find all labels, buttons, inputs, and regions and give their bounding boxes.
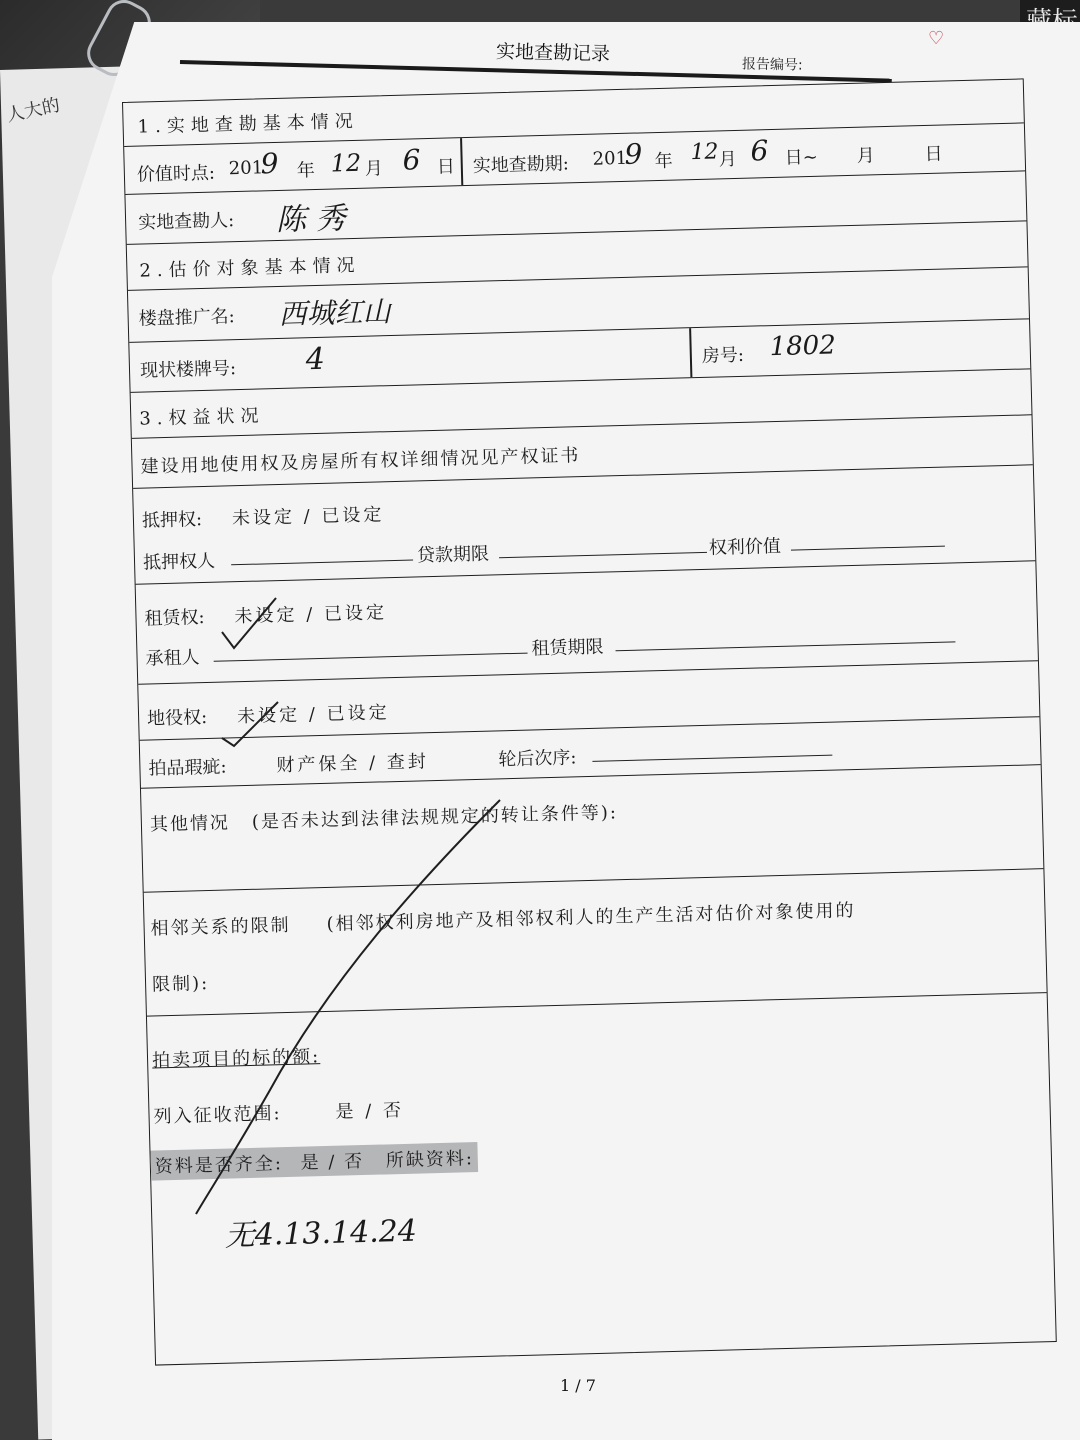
other-note: (是否未达到法律法规规定的转让条件等): [251, 802, 619, 833]
missing-docs-label: 所缺资料: [385, 1148, 475, 1172]
report-number-label: 报告编号: [741, 56, 803, 74]
right-value-label: 权利价值 [708, 535, 782, 559]
servitude-options: 未设定 / 已设定 [236, 702, 390, 728]
value-date-year-handwritten: 9 [260, 146, 279, 181]
value-date-month-char: 月 [364, 158, 384, 180]
estate-name-label: 楼盘推广名: [138, 306, 236, 330]
document-title: 实地查勘记录 [495, 40, 611, 66]
lessee-blank [213, 635, 527, 662]
survey-period-label: 实地查勘期: [472, 153, 570, 177]
loan-term-label: 贷款期限 [416, 543, 490, 567]
page-number: 1 / 7 [560, 1376, 596, 1395]
auction-row [147, 993, 1056, 1364]
value-date-year-prefix: 201 [228, 157, 264, 180]
estate-name-handwritten: 西城红山 [278, 295, 392, 331]
lease-term-blank [615, 623, 955, 651]
right-value-blank [790, 528, 944, 551]
survey-day-tilde: 日~ [784, 146, 819, 169]
lease-term-label: 租赁期限 [531, 636, 604, 660]
expropriation-options: 是 / 否 [335, 1099, 405, 1123]
auction-amount-label: 拍卖项目的标的额: [151, 1046, 321, 1072]
survey-end-month: 月 [856, 145, 875, 167]
section3-title: 3.权益状况 [139, 405, 265, 430]
value-date-month-handwritten: 12 [330, 148, 362, 178]
defect-label: 拍品瑕疵: [148, 756, 227, 780]
lessee-label: 承租人 [145, 647, 200, 670]
mortgage-label: 抵押权: [141, 509, 203, 532]
servitude-label: 地役权: [146, 706, 208, 730]
handwritten-note: 无4.13.14.24 [224, 1213, 418, 1254]
value-date-day-char: 日 [436, 156, 456, 178]
room-no-label: 房号: [701, 344, 745, 367]
building-no-label: 现状楼牌号: [139, 358, 237, 382]
neighbor-note-continued: 限制): [151, 973, 210, 996]
mortgagee-label: 抵押权人 [142, 550, 216, 574]
seizure-order-blank [592, 737, 832, 762]
defect-options: 财产保全 / 查封 [276, 751, 430, 777]
value-date-label: 价值时点: [136, 162, 216, 186]
value-date-day-handwritten: 6 [402, 143, 421, 177]
expropriation-label: 列入征收范围: [153, 1103, 282, 1128]
survey-end-day: 日 [924, 143, 943, 166]
loan-term-blank [499, 534, 707, 558]
neighbor-label: 相邻关系的限制 [150, 914, 291, 940]
section1-title: 1.实地查勘基本情况 [137, 110, 360, 138]
survey-form-table [122, 78, 1057, 1365]
survey-month-handwritten: 12 [690, 139, 719, 166]
underlying-note: 人大的 [4, 94, 62, 127]
corner-mark: ♡ [928, 28, 945, 49]
survey-day-handwritten: 6 [750, 134, 769, 168]
mortgage-options: 未设定 / 已设定 [231, 504, 385, 530]
docs-complete-options: 是 / 否 [300, 1151, 365, 1174]
rights-note: 建设用地使用权及房屋所有权详细情况见产权证书 [140, 445, 581, 478]
neighbor-note: (相邻权利房地产及相邻权利人的生产生活对估价对象使用的 [326, 900, 856, 935]
building-no-handwritten: 4 [305, 341, 326, 378]
survey-month-char: 月 [718, 148, 737, 171]
docs-complete-label: 资料是否齐全: [154, 1153, 284, 1178]
survey-year-handwritten: 9 [624, 137, 643, 171]
lease-label: 租赁权: [144, 607, 205, 630]
mortgagee-blank [231, 542, 413, 566]
section2-title: 2.估价对象基本情况 [139, 254, 361, 282]
surveyor-handwritten: 陈 秀 [275, 201, 347, 238]
survey-year-prefix: 201 [592, 147, 628, 170]
value-date-year-char: 年 [296, 159, 316, 182]
seizure-order-label: 轮后次序: [498, 747, 577, 771]
docs-complete-row-highlight [150, 1142, 478, 1181]
room-no-handwritten: 1802 [769, 330, 837, 363]
other-label: 其他情况 [149, 812, 231, 836]
neighbor-row [144, 869, 1047, 1017]
surveyor-label: 实地查勘人: [137, 210, 235, 234]
lease-options: 未设定 / 已设定 [234, 602, 388, 628]
survey-year-char: 年 [654, 150, 674, 173]
